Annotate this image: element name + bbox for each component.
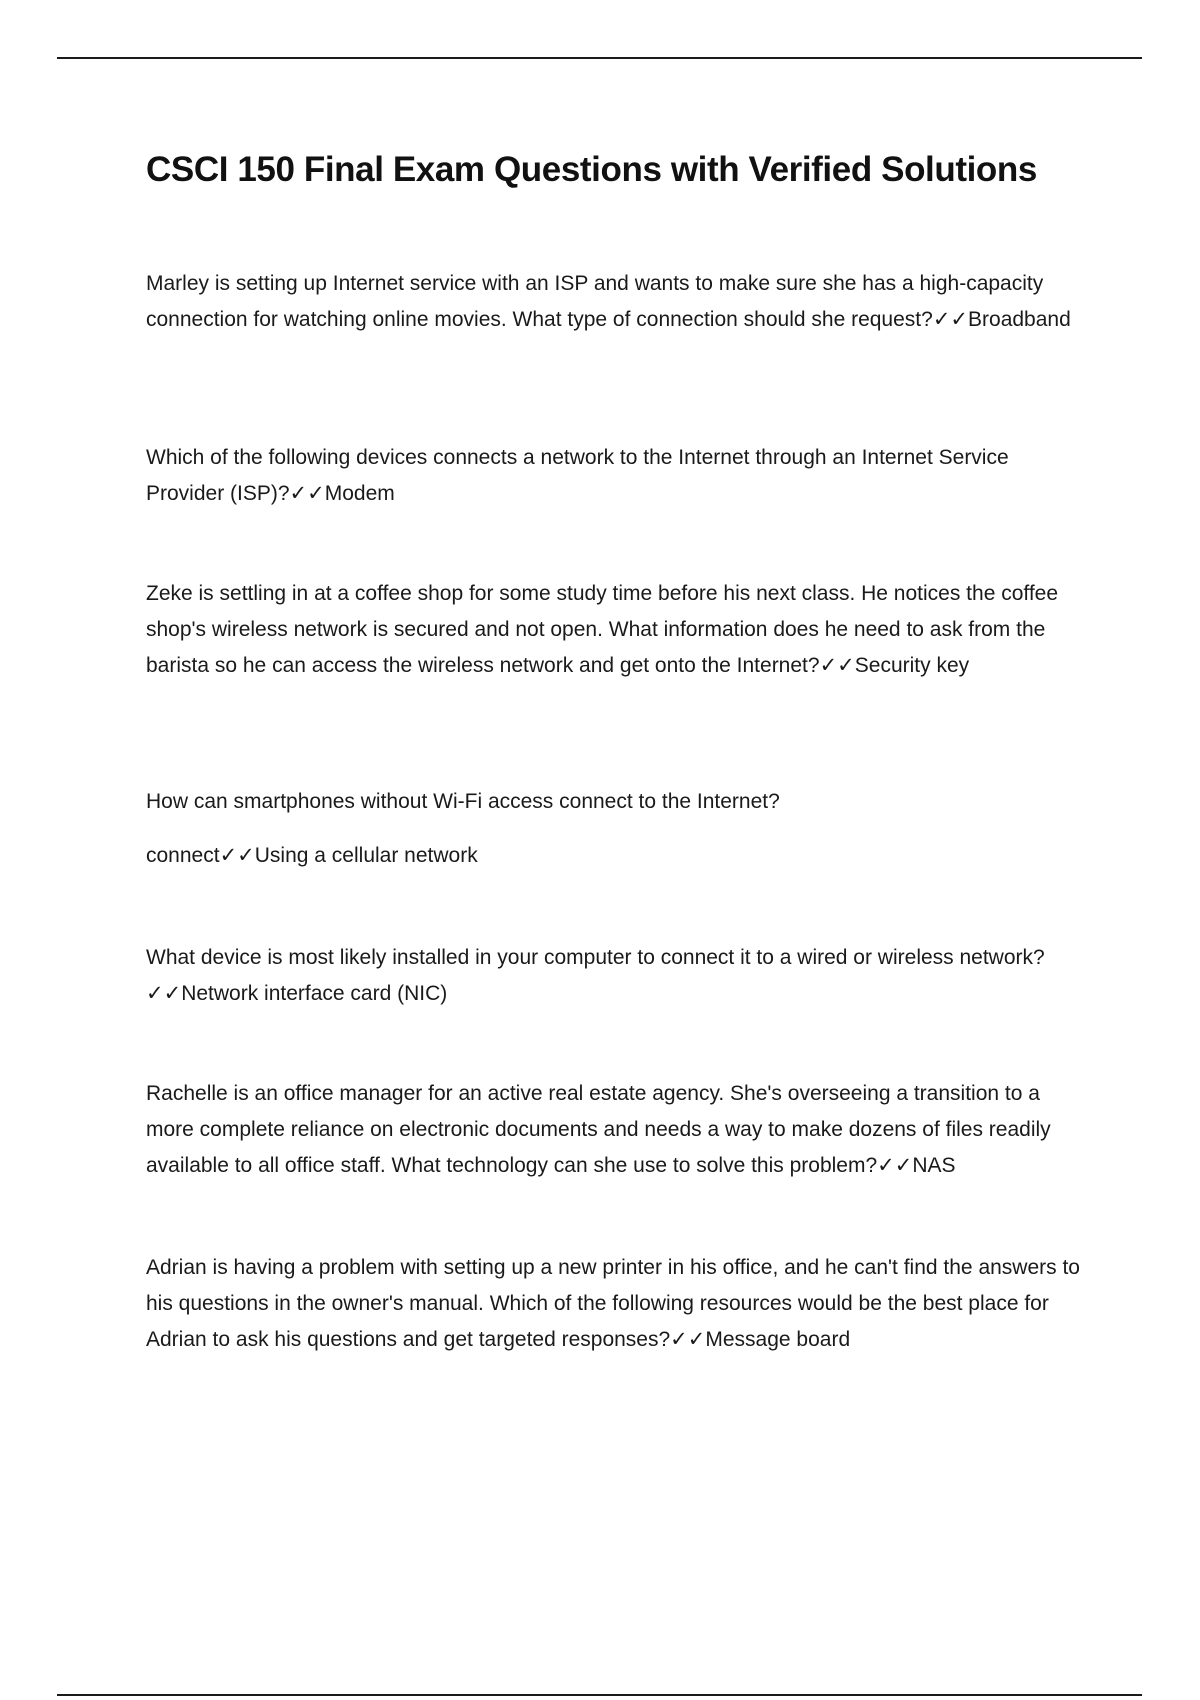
- answer-text: Security key: [854, 654, 970, 677]
- qa-item-2: [146, 440, 1091, 512]
- qa-item-4: [146, 784, 1091, 874]
- answer-text: NAS: [912, 1154, 956, 1177]
- check-mark-icon: ✓✓: [819, 654, 855, 677]
- question-text: Zeke is settling in at a coffee shop for some study time before his next class. He notices the coffee shop's wireless network is secured and not open. What information does he need to ask from the barista so he can access the wireless network and get onto the Internet?: [146, 582, 1059, 677]
- answer-text: Network interface card (NIC): [181, 982, 448, 1005]
- check-mark-icon: ✓✓: [219, 844, 255, 867]
- question-text: Which of the following devices connects a network to the Internet through an Internet Service Provider (ISP)?: [146, 446, 1009, 505]
- check-mark-icon: ✓✓: [932, 308, 969, 331]
- answer-text: Using a cellular network: [254, 844, 478, 867]
- qa-item-7: [146, 1250, 1091, 1358]
- qa-item-3: [146, 576, 1091, 684]
- answer-text: Modem: [324, 482, 395, 505]
- header-rule: [57, 57, 1142, 59]
- qa-item-5: [146, 940, 1091, 1012]
- answer-text: Broadband: [968, 308, 1071, 331]
- question-text: Rachelle is an office manager for an active real estate agency. She's overseeing a transition to a more complete reliance on electronic documents and needs a way to make dozens of files readily available to all office staff. What technology can she use to solve this problem?: [146, 1082, 1051, 1177]
- question-continuation: [146, 838, 1091, 874]
- check-mark-icon: ✓✓: [146, 982, 182, 1005]
- question-text: How can smartphones without Wi-Fi access connect to the Internet?: [146, 790, 780, 813]
- question-text: Marley is setting up Internet service with an ISP and wants to make sure she has a high-capacity connection for watching online movies. What type of connection should she request?: [146, 272, 1044, 331]
- check-mark-icon: ✓✓: [670, 1328, 706, 1351]
- page-title: CSCI 150 Final Exam Questions with Verified Solutions: [146, 150, 1037, 189]
- check-mark-icon: ✓✓: [877, 1154, 913, 1177]
- question-continuation-text: connect: [146, 844, 220, 867]
- question-text: Adrian is having a problem with setting up a new printer in his office, and he can't find the answers to his questions in the owner's manual. Which of the following resources would be the best place for Adrian to ask his questions and get targeted responses?: [146, 1256, 1080, 1351]
- qa-item-1: [146, 266, 1091, 338]
- qa-item-6: [146, 1076, 1091, 1184]
- question-text: What device is most likely installed in your computer to connect it to a wired or wireless network?: [146, 946, 1045, 969]
- answer-text: Message board: [705, 1328, 851, 1351]
- check-mark-icon: ✓✓: [289, 482, 325, 505]
- footer-rule: [57, 1694, 1142, 1696]
